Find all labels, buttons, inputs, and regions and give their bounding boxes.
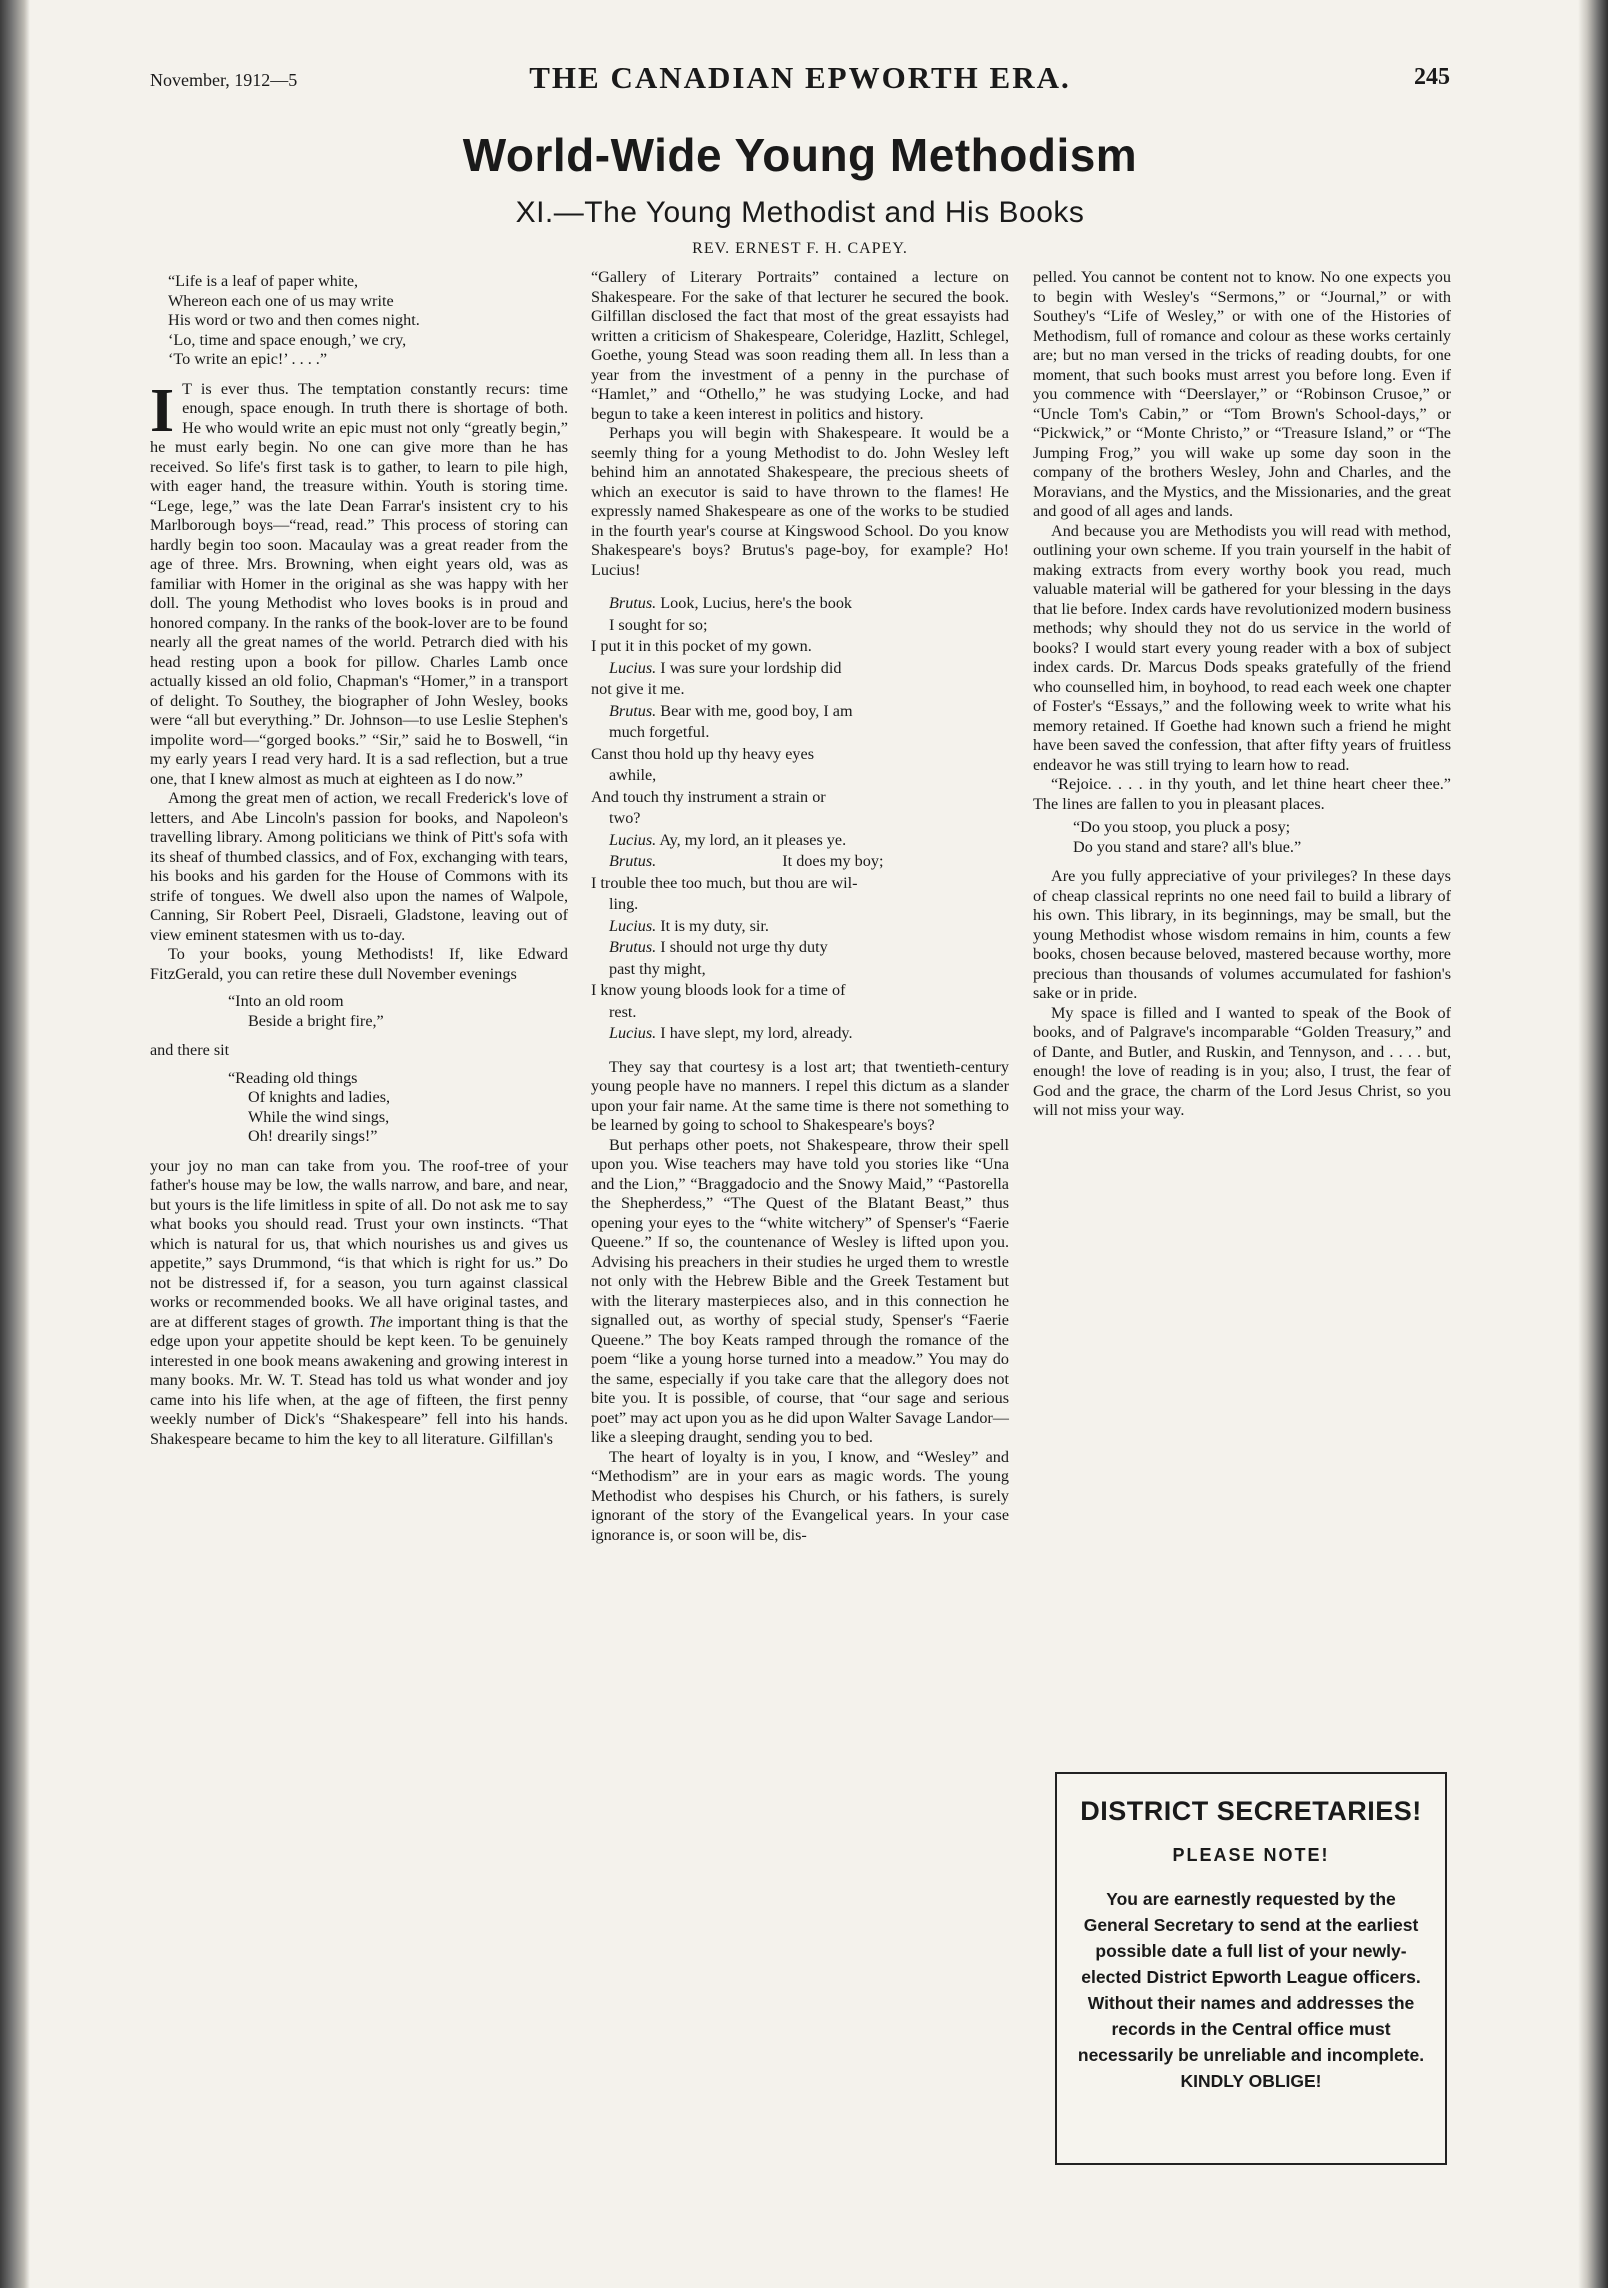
paragraph: To your books, young Methodists! If, like Edward FitzGerald, you can retire these dull November evenings	[150, 945, 568, 983]
running-header	[150, 60, 1450, 100]
dialogue-line: I trouble thee too much, but thou are wil-	[591, 873, 858, 892]
paragraph: And because you are Methodists you will read with method, outlining your own scheme. If you train yourself in the habit of making extracts from every worthy book you read, much valuable material will be gathered for your blessing in the days that lie before. Index cards have revolutionized modern business methods; why should they not do us service in the world of books? I would start every young reader with a box of subject index cards. Dr. Marcus Dods speaks gratefully of the friend who counselled him, in boyhood, to read each week one chapter of Foster's “Essays,” and the following week to write what his memory retained. If Goethe had known such a friend he might have been saved the confession, that after fifty years of fruitless endeavor he was still trying to learn how to read.	[1033, 521, 1451, 774]
paragraph-text: your joy no man can take from you. The roof-tree of your father's house may be low, the walls narrow, and bare, and near, but yours is the life limitless in spite of all. Do not ask me to say what books you should read. Trust your own instincts. “That which is natural for us, that which nourishes us and gives us appetite,” says Drummond, “is that which is right for us.” Do not be distressed if, for a season, you turn against classical works or recommended books. We all have original tastes, and are at different stages of growth.	[150, 1156, 568, 1331]
issue-date: November, 1912—5	[150, 70, 298, 90]
dialogue-line: awhile,	[609, 766, 657, 784]
emphasis: The	[368, 1312, 393, 1331]
epigraph	[168, 272, 568, 370]
paragraph: “Rejoice. . . . in thy youth, and let thine heart cheer thee.” The lines are fallen to you in pleasant places.	[1033, 775, 1451, 813]
dialogue-line: I sought for so;	[609, 615, 708, 634]
dialogue-line: I put it in this pocket of my gown.	[591, 637, 812, 655]
speaker: Brutus.	[609, 701, 657, 720]
paragraph: pelled. You cannot be content not to know. No one expects you to begin with Wesley's “Sermons,” or “Journal,” or with Southey's “Life of Wesley,” or with one of the Histories of Methodism, full of romance and colour as these works certainly are; but no man versed in the tricks of reading doubts, for one moment, that such books must arrest you before long. Even if you commence with “Deerslayer,” or “Robinson Crusoe,” or “Uncle Tom's Cabin,” or “Tom Brown's School-days,” or “Pickwick,” or “Monte Christo,” or “Treasure Island,” or “The Jumping Frog,” you will wake up some day soon in the company of the brothers Wesley, John and Charles, and the Moravians, and the Mystics, and the Missionaries, and the great and good of all ages and lands.	[1033, 268, 1451, 520]
masthead: THE CANADIAN EPWORTH ERA.	[529, 60, 1071, 95]
dialogue-line: Lucius. Ay, my lord, an it pleases ye.	[591, 831, 1009, 851]
notice-subtitle: PLEASE NOTE!	[1172, 1845, 1330, 1865]
paragraph: and there sit	[150, 1041, 230, 1059]
paragraph: But perhaps other poets, not Shakespeare, throw their spell upon you. Wise teachers may have told you stories like “Una and the Lion,” “Braggadocio and the Snowy Maid,” “Pastorella the Shepherdess,” “The Quest of the Blatant Beast,” thus opening your eyes to the “white witchery” of Spenser's “Faerie Queene.” If so, the countenance of Wesley is lifted upon you. Advising his preachers in their studies he urged them to wrestle not only with the Hebrew Bible and the Greek Testament but with the literary masterpieces also, and in this connection he signalled out, as worthy of special study, Spenser's “Faerie Queene.” The boy Keats ramped through the romance of the poem “like a young horse turned into a meadow.” You may do the same, especially if you take care that the allegory does not bite you. It is possible, of course, that “our sage and serious poet” may act upon you as he did upon Walter Savage Landor—like a sleeping draught, sending you to bed.	[591, 1135, 1009, 1446]
paragraph: “Gallery of Literary Portraits” contained a lecture on Shakespeare. For the sake of that lecturer he secured the book. Gilfillan disclosed the fact that most of the great essayists had written a criticism of Shakespeare, Coleridge, Hazlitt, Schlegel, Goethe, young Stead was soon reading them all. In less than a year from the investment of a penny in the purchase of “Hamlet,” and “Othello,” he was studying Locke, and had begun to take a keen interest in politics and history.	[591, 268, 1009, 423]
dialogue-line: rest.	[609, 1002, 637, 1021]
dialogue-line: not give it me.	[591, 680, 685, 698]
verse-quote	[228, 1069, 568, 1147]
paragraph: The heart of loyalty is in you, I know, and “Wesley” and “Methodism” are in your ears as magic words. The young Methodist who despises his Church, or his fathers, is surely ignorant of the story of the Evangelical years. In your case ignorance is, or soon will be, dis-	[591, 1447, 1009, 1544]
verse-line: Of knights and ladies,	[248, 1088, 391, 1106]
paragraph: Perhaps you will begin with Shakespeare. It would be a seemly thing for a young Methodist to do. John Wesley left behind him an annotated Shakespeare, the precious sheets of which an executor is said to have thrown to the flames! He expressly named Shakespeare as one of the works to be studied in the fourth year's course at Kingswood School. Do you know Shakespeare's boys? Brutus's page-boy, for example? Ho! Lucius!	[591, 424, 1009, 579]
verse-line: Beside a bright fire,”	[248, 1011, 384, 1030]
epigraph-line: Whereon each one of us may write	[168, 291, 394, 310]
speaker: Lucius.	[609, 1024, 657, 1042]
paragraph: Among the great men of action, we recall Frederick's love of letters, and Abe Lincoln's passion for books, and Napoleon's travelling library. Among politicians we think of Pitt's sofa with its sheaf of thumbed classics, and of Fox, exchanging with tears, his books and his garden for the House of Commons with its strife of tongues. We dwell also upon the names of Walpole, Canning, Sir Robert Peel, Disraeli, Gladstone, leaving out of view eminent statesmen with us to-day.	[150, 789, 568, 944]
verse-line: “Into an old room	[228, 992, 344, 1010]
verse-line: Do you stand and stare? all's blue.”	[1073, 837, 1302, 856]
verse-quote	[1073, 818, 1451, 857]
play-excerpt	[591, 594, 1009, 1044]
magazine-page	[150, 60, 1451, 1544]
speaker: Lucius.	[609, 830, 657, 849]
speaker: Lucius.	[609, 658, 657, 677]
dialogue-line: two?	[609, 809, 641, 827]
article-title: World-Wide Young Methodism	[462, 129, 1138, 181]
dialogue-line: Brutus. Bear with me, good boy, I am	[591, 702, 1009, 722]
article-author: REV. ERNEST F. H. CAPEY.	[692, 240, 908, 257]
column-3	[1033, 268, 1451, 1121]
dialogue-line: And touch thy instrument a strain or	[591, 787, 826, 806]
paragraph	[150, 1157, 568, 1450]
verse-line: “Do you stoop, you pluck a posy;	[1073, 818, 1291, 836]
dialogue-line: Brutus. Look, Lucius, here's the book	[591, 594, 1009, 614]
verse-line: Oh! drearily sings!”	[248, 1127, 378, 1145]
verse-line: While the wind sings,	[248, 1107, 390, 1126]
paragraph: My space is filled and I wanted to speak of the Book of books, and of Palgrave's incomparable “Golden Treasury,” and of Dante, and Butler, and Ruskin, and Tennyson, and . . . . but, enough! the love of reading is in you; also, I trust, the fear of God and the grace, the charm of the Lord Jesus Christ, so you will not miss your way.	[1033, 1003, 1451, 1119]
dialogue-line: much forgetful.	[609, 723, 710, 741]
notice-title: DISTRICT SECRETARIES!	[1080, 1796, 1422, 1826]
epigraph-line: His word or two and then comes night.	[168, 311, 420, 329]
article-subtitle: XI.—The Young Methodist and His Books	[515, 196, 1085, 229]
dialogue-line: Lucius. It is my duty, sir.	[591, 917, 1009, 937]
dialogue-line: past thy might,	[609, 959, 706, 978]
speaker: Brutus.	[609, 938, 657, 956]
epigraph-line: ‘To write an epic!’ . . . .”	[168, 350, 328, 368]
dialogue-line: Brutus. It does my boy;	[591, 852, 1009, 872]
epigraph-line: “Life is a leaf of paper white,	[168, 272, 359, 290]
epigraph-line: ‘Lo, time and space enough,’ we cry,	[168, 330, 407, 349]
verse-quote	[228, 992, 568, 1031]
dialogue-line: ling.	[609, 895, 639, 913]
speaker: Brutus.	[609, 594, 657, 612]
column-2	[591, 268, 1009, 1545]
paragraph	[150, 376, 568, 790]
speaker: Lucius.	[609, 916, 657, 935]
paragraph-text: important thing is that the edge upon your appetite should be kept keen. To be genuinely interested in one book means awakening and growing interest in many books. Mr. W. T. Stead has told us what wonder and joy came into his life when, at the age of fifteen, the first penny weekly number of Dick's “Shakespeare” fell into his hands. Shakespeare became to him the key to all literature. Gilfillan's	[150, 1312, 569, 1448]
drop-cap: I	[150, 376, 175, 445]
page-number: 245	[1414, 64, 1450, 90]
paragraph: They say that courtesy is a lost art; that twentieth-century young people have no manners. I repel this dictum as a slander upon your fair name. At the same time is there not something to be learned by going to school to Shakespeare's boys?	[591, 1057, 1009, 1134]
notice-body: You are earnestly requested by the General Secretary to send at the earliest possible date a full list of your newly-elected District Epworth League officers. Without their names and addresses the records in the Central office must necessarily be unreliable and incomplete. KINDLY OBLIGE!	[1077, 1889, 1425, 2091]
binding-shadow-left	[0, 0, 30, 2288]
dialogue-line: Lucius. I was sure your lordship did	[591, 659, 1009, 679]
notice-box	[1055, 1772, 1447, 2165]
dialogue-line: I know young bloods look for a time of	[591, 981, 846, 999]
paragraph: Are you fully appreciative of your privileges? In these days of cheap classical reprints no one need fail to build a library of his own. This library, in its beginnings, may be small, but the young Methodist whose wisdom remains in him, counts a few books, chosen because beloved, mastered because worthy, more precious than thousands of volumes accumulated for fashion's sake or in pride.	[1033, 867, 1451, 1002]
paragraph-text: T is ever thus. The temptation constantly recurs: time enough, space enough. In truth there is shortage of both. He who would write an epic must not only “greatly begin,” he must early begin. No one can give more than he has received. So life's first task is to gather, to learn to pile high, with eager hand, the treasure within. Youth is storing time. “Lege, lege,” was the late Dean Farrar's insistent cry to his Marlborough boys—“read, read.” This process of storing can hardly begin too soon. Macaulay was a great reader from the age of three. Mrs. Browning, when eight years old, was as familiar with Homer in the original as she was happy with her doll. The young Methodist who loves books is in proud and honored company. In the ranks of the book-lover are to be found nearly all the great names of the world. Petrarch died with his head resting upon a book for pillow. Charles Lamb once actually kissed an old folio, Chapman's “Homer,” in a transport of delight. To Southey, the biographer of John Wesley, books were “all but everything.” Dr. Johnson—to use Leslie Stephen's impolite word—“gorged books.” “Sir,” said he to Boswell, “in my early years I read very hard. It is a sad reflection, but a true one, that I knew almost as much at eighteen as I do now.”	[150, 379, 568, 788]
dialogue-line: Canst thou hold up thy heavy eyes	[591, 744, 814, 763]
verse-line: “Reading old things	[228, 1068, 358, 1087]
column-1	[150, 268, 568, 1449]
dialogue-line: Lucius. I have slept, my lord, already.	[591, 1024, 1009, 1044]
speaker: Brutus.	[609, 852, 657, 870]
dialogue-line: Brutus. I should not urge thy duty	[591, 938, 1009, 958]
binding-shadow-right	[1578, 0, 1608, 2288]
